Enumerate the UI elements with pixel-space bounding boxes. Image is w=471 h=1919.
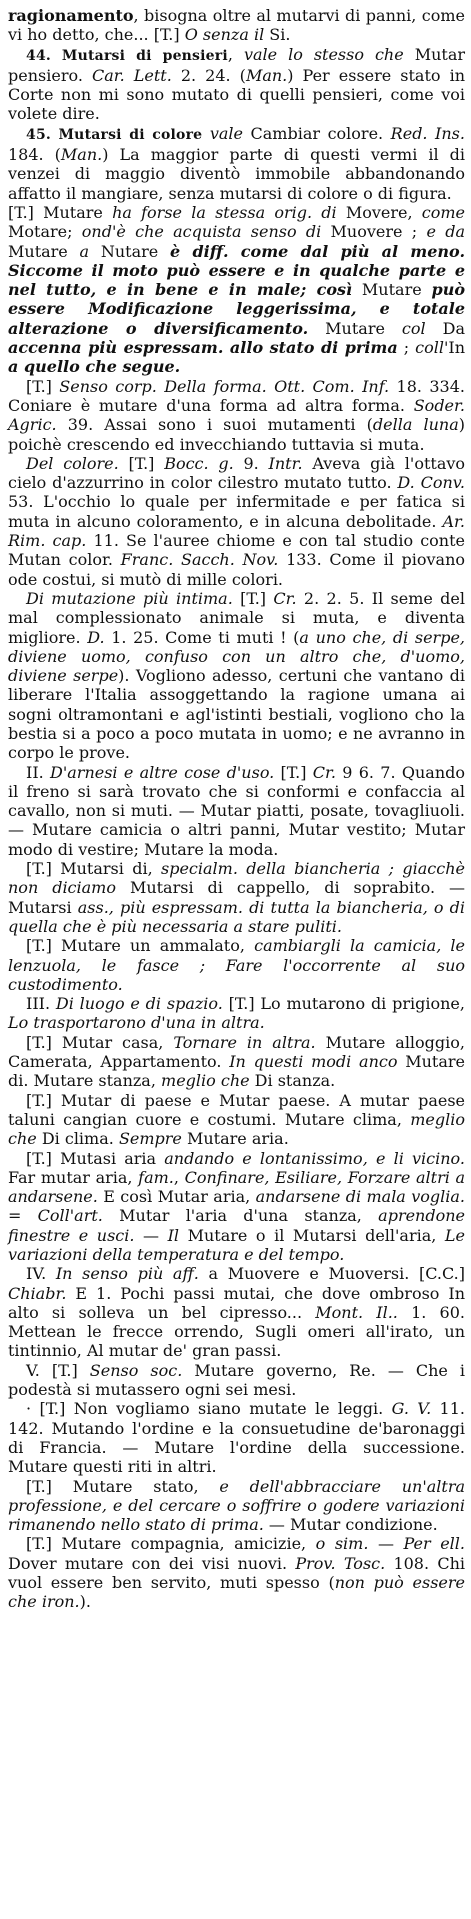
emphasis-text: è diff. come dal più al meno. Siccome il moto può essere e in qualche parte e nel tutto, e in bene e in male; così [8,241,466,300]
emphasis-text: ass., più espressam. di tutta la biancheria, o di quella che è più necessaria a stare puliti. [8,897,466,936]
body-text: ). [79,1592,91,1612]
body-text: Mutare o il Mutarsi dell'aria, [179,1225,445,1245]
body-text: [T.] [274,762,313,782]
entry-paragraph [8,1264,465,1360]
emphasis-text: aprendone finestre e usci. [8,1206,466,1245]
body-text: Nutare [89,241,171,261]
emphasis-text: a uno che, di serpe, diviene uomo, confuso con un altro che, d'uomo, diviene serpe [8,627,466,686]
entry-paragraph [8,124,465,203]
emphasis-text: andarsene di mala voglia. = Coll'art. [8,1187,466,1226]
body-text: II. [26,762,51,782]
emphasis-text: Franc. Sacch. Nov. [120,550,279,570]
body-text: Mutarsi di cappello, di soprabito. — Mutarsi [8,878,465,917]
emphasis-text: Mont. Il.. [315,1302,398,1322]
body-text: E 1. Pochi passi mutai, che dove ombroso In alto si solleva un bel cipresso... [8,1283,465,1322]
body-text: [T.] Mutare stato, [26,1476,220,1496]
body-text: Motare; [8,222,82,242]
emphasis-text: cambiargli la camicia, le lenzuola, le fasce ; Fare l'occorrente al suo custodimento. [8,936,466,994]
entry-paragraph [8,6,465,45]
body-text: 108. Chi vuol essere ben servito, muti spesso ( [8,1553,465,1593]
body-text: 9 6. 7. Quando il freno si sarà trovato che si conformi e confaccia al cavallo, non si muti. — Mutar piatti, posate, tovagliuoli. — Mutare camicia o altri panni, Mutar vestito; Mutar modo di vestire; Mutare la moda. [8,762,465,859]
emphasis-text: coll' [415,338,449,358]
body-text: , [227,44,244,64]
body-text: Aveva già l'ottavo cielo d'azzurrino in color cilestro mutato tutto. [8,453,466,493]
body-text: Mutare di. Mutare stanza, [8,1052,465,1091]
entry-paragraph [8,763,465,859]
body-text: Mutare aria. [181,1129,289,1149]
body-text: , [173,1167,185,1187]
emphasis-text: Chiabr. [8,1283,67,1303]
emphasis-text: Cr. [312,762,336,782]
body-text: Mutare alloggio, Camerata, Appartamento. [8,1032,465,1072]
emphasis-text: specialm. della biancheria ; giacchè non diciamo [8,859,465,898]
entry-paragraph [8,1399,465,1476]
body-text: IV. [26,1264,56,1284]
entry-paragraph [8,1149,465,1265]
entry-paragraph [8,936,465,994]
body-text: [T.] Mutasi aria [26,1148,165,1168]
body-text: E così Mutar aria, [97,1187,256,1207]
body-text: III. [26,994,56,1014]
body-text: Far mutar aria, [8,1167,139,1187]
body-text: — [368,1534,404,1554]
body-text: a Muovere e Muoversi. [C.C.] [198,1264,465,1284]
body-text: , bisogna oltre al mutarvi di panni, come vi ho detto, che... [T.] [8,6,465,45]
body-text: [T.] Mutarsi di, [26,859,161,879]
emphasis-text: può essere Modificazione leggerissima, e totale alterazione o diversificamento. [8,280,465,338]
emphasis-text: vale lo stesso che [243,44,404,64]
entry-paragraph [8,1534,465,1611]
emphasis-text: Senso corp. Della forma. Ott. Com. Inf. [59,376,390,396]
emphasis-text: In questi modi anco [229,1052,398,1072]
emphasis-text: Soder. Agric. [8,395,465,435]
entry-paragraph [8,1091,465,1149]
entry-paragraph [8,45,465,124]
emphasis-text: a quello che segue. [8,357,181,377]
emphasis-text: a [79,241,90,261]
body-text: [T.] [26,376,60,396]
emphasis-text: Bocc. g. [164,453,234,473]
entry-paragraph [8,1361,465,1400]
body-text: Si. [264,25,291,45]
body-text: 1. 60. Mettean le frecce orrendo, Sugli omeri all'irato, un tintinnio, Al mutar de' gran passi. [8,1302,465,1361]
body-text: ). Vogliono adesso, certuni che vantano di liberare l'Italia assoggettando la ragione umana ai sogni oltramontani e agl'istinti bestiali, vogliono cho la bestia si a poco a poco mutata in uomo; e ne avranno in corpo le prove. [8,666,465,763]
body-text: [T.] Lo mutarono di prigione, [222,994,465,1014]
emphasis-text: Senso soc. [89,1360,183,1380]
emphasis-text: Di mutazione più intima. [26,588,233,608]
emphasis-text: ha forse la stessa orig. di [112,202,337,222]
emphasis-text: Prov. Tosc. [295,1553,386,1573]
body-text: Mutare governo, Re. — Che i podestà si mutassero ogni sei mesi. [8,1360,466,1400]
emphasis-text: Cr. [273,588,297,608]
emphasis-text: meglio che [161,1071,250,1091]
emphasis-text: Le variazioni della temperatura e del tempo. [8,1225,466,1264]
body-text: ) Per essere stato in Corte non mi sono mutato di quelli pensieri, come voi volete dire. [8,65,466,124]
emphasis-text: In senso più aff. [55,1264,199,1284]
emphasis-text: Di luogo e di spazio. [55,994,223,1014]
emphasis-text: non può essere che iron. [8,1573,465,1612]
entry-paragraph [8,1033,465,1091]
body-text: 1. 25. Come ti muti ! ( [104,627,300,647]
body-text: Cambiar colore. [242,123,391,143]
emphasis-text: andando e lontanissimo, e li vicino. [164,1148,465,1168]
emphasis-text: D. Conv. [397,473,465,493]
body-text: In [448,338,465,358]
entry-paragraph [8,1477,465,1535]
body-text: Mutare [352,280,432,300]
body-text: [T.] [118,453,165,473]
body-text: Mutare [8,241,80,261]
entry-paragraph [8,377,465,454]
body-text: ) La maggior parte di questi vermi il di venzei di maggio diventò immobile abbandonando affatto il mangiare, senza mutarsi di colore o di figura. [8,145,466,203]
emphasis-text: Man. [60,145,103,165]
body-text: Dover mutare con dei visi nuovi. [8,1553,296,1573]
emphasis-text: come [421,202,466,222]
emphasis-text: Lo trasportarono d'una in altra. [8,1013,265,1033]
body-text: 11. Se l'auree chiome e con tal studio conte Mutan color. [8,531,465,570]
entry-paragraph [8,994,465,1033]
body-text: 9. [233,453,269,473]
entry-text-column [8,6,465,1612]
entry-paragraph [8,859,465,936]
body-text: [T.] Mutar di paese e Mutar paese. A mutar paese taluni cangian cuore e costumi. Mutare clima, [8,1090,465,1129]
body-text: [T.] Mutare compagnia, amicizie, [26,1534,316,1554]
sense-heading: 44. Mutarsi di pensieri [26,47,228,64]
emphasis-text: ragionamento [8,6,134,25]
body-text: 11. 142. Mutando l'ordine e la consuetudine de'baronaggi di Francia. — Mutare l'ordine della successione. Mutare questi riti in altri. [8,1399,465,1477]
emphasis-text: D'arnesi e altre cose d'uso. [50,762,275,782]
body-text: Mutar l'aria d'una stanza, [102,1206,379,1226]
body-text [202,124,210,143]
emphasis-text: O senza il [184,25,265,45]
emphasis-text: della luna [372,415,459,435]
entry-paragraph [8,454,465,589]
emphasis-text: fam. [138,1167,174,1187]
body-text: Muovere ; [321,222,427,242]
emphasis-text: meglio che [8,1109,465,1149]
body-text: Di clima. [36,1129,119,1149]
body-text: V. [T.] [26,1360,90,1380]
emphasis-text: e da [426,222,465,242]
body-text: Movere, [336,202,422,222]
emphasis-text: col [401,318,426,338]
body-text: 133. Come il piovano ode costui, si mutò di mille colori. [8,550,466,589]
entry-paragraph [8,589,465,763]
emphasis-text: accenna più espressam. allo stato di prima [8,338,398,358]
body-text: [T.] Mutare un ammalato, [26,936,255,956]
emphasis-text: e dell'abbracciare un'altra professione, e del cercare o soffrire o godere variazioni rimanendo nello stato di prima. [8,1476,466,1535]
body-text: [T.] Mutare [8,202,113,222]
emphasis-text: Red. Ins. [390,123,465,143]
body-text: 53. L'occhio lo quale per infermitade e per fatica si muta in alcuno coloramento, e in alcuna debolitade. [8,492,465,531]
body-text: ; [397,338,416,358]
body-text: 18. 334. Coniare è mutare d'una forma ad altra forma. [8,376,465,415]
body-text: [T.] Mutar casa, [26,1032,174,1052]
emphasis-text: vale [209,123,243,143]
emphasis-text: Del colore. [26,453,119,473]
body-text: 184. ( [8,145,61,165]
emphasis-text: Sempre [118,1129,182,1149]
body-text: Mutare [308,318,402,338]
emphasis-text: Per ell. [403,1534,465,1554]
emphasis-text: Car. Lett. [91,65,172,85]
emphasis-text: Il [167,1225,180,1245]
body-text: [T.] [232,588,274,608]
emphasis-text: ond'è che acquista senso di [81,222,322,242]
sense-heading: 45. Mutarsi di colore [26,126,203,143]
body-text: — [134,1225,168,1245]
body-text: 2. 2. 5. Il seme del mal complessionato animale si muta, e diventa migliore. [8,588,466,647]
body-text: Mutar pensiero. [8,44,466,85]
emphasis-text: Ar. Rim. cap. [8,511,465,551]
body-text: 39. Assai sono i suoi mutamenti ( [56,415,373,435]
body-text: Da [425,318,465,338]
body-text: — Mutar condizione. [263,1515,438,1535]
emphasis-text: D. [87,627,105,647]
emphasis-text: Intr. [268,453,303,473]
body-text: ) poichè crescendo ed invecchiando tuttavia si muta. [8,415,465,454]
body-text: 2. 24. ( [171,65,246,85]
body-text: · [T.] Non vogliamo siano mutate le leggi. [26,1399,392,1419]
body-text: Di stanza. [249,1071,336,1091]
emphasis-text: Tornare in altra. [173,1032,316,1052]
emphasis-text: Man. [245,65,288,85]
entry-paragraph [8,203,465,377]
emphasis-text: G. V. [391,1399,432,1419]
emphasis-text: Confinare, Esiliare, Forzare altri a andarsene. [8,1167,466,1207]
emphasis-text: o sim. [315,1534,369,1554]
